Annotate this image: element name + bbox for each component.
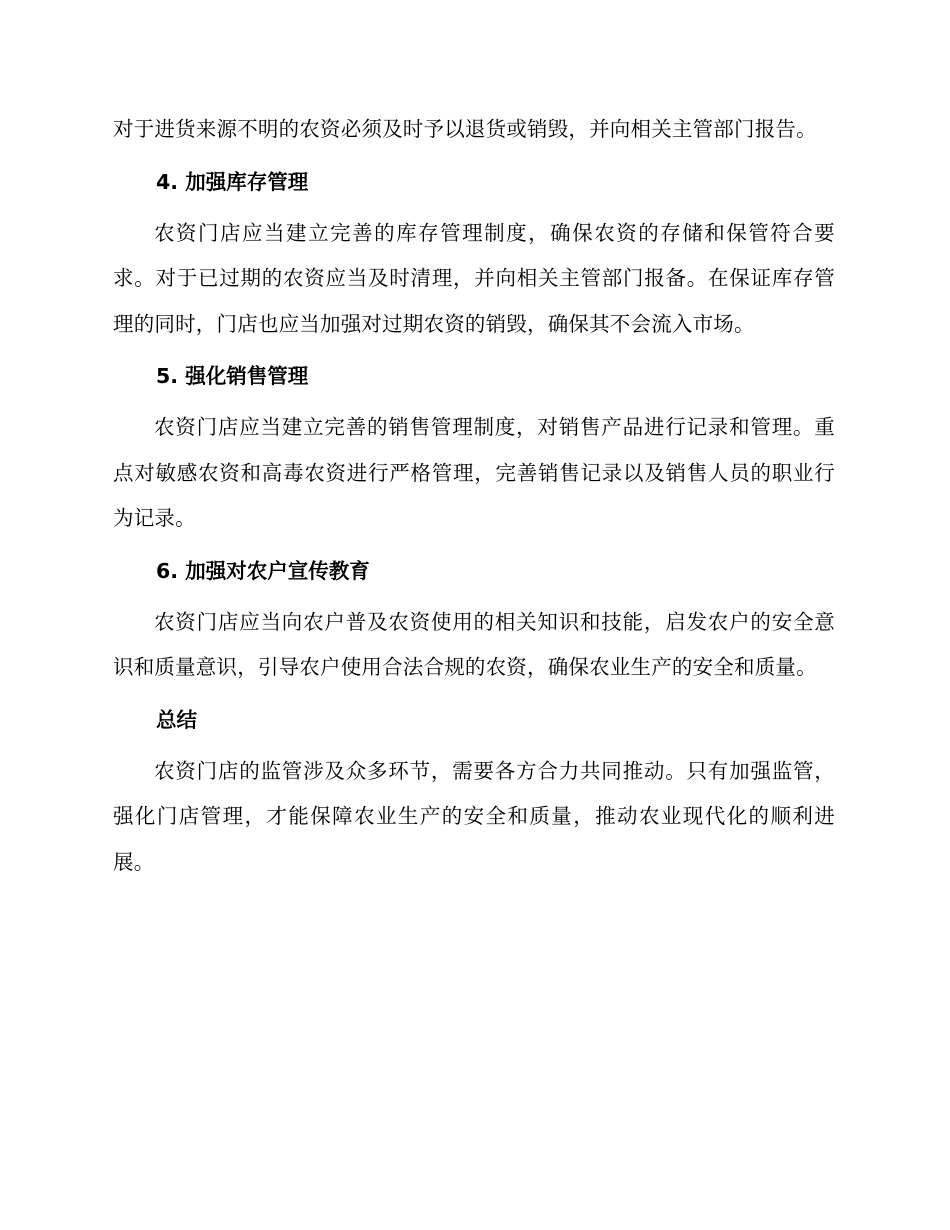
section-heading-education: 6. 加强对农户宣传教育 [156,558,370,583]
section-body-education: 农资门店应当向农户普及农资使用的相关知识和技能，启发农户的安全意识和质量意识，引导农户使用合法合规的农资，确保农业生产的安全和质量。 [113,609,835,679]
section-heading-inventory: 4. 加强库存管理 [156,169,309,194]
section-heading-sales: 5. 强化销售管理 [156,364,309,388]
section-body-inventory: 农资门店应当建立完善的库存管理制度，确保农资的存储和保管符合要求。对于已过期的农资应当及时清理，并向相关主管部门报备。在保证库存管理的同时，门店也应当加强对过期农资的销毁，确保其不会流入市场。 [113,220,835,336]
intro-paragraph: 对于进货来源不明的农资必须及时予以退货或销毁，并向相关主管部门报告。 [113,117,817,141]
document-body [113,107,835,885]
section-body-summary: 农资门店的监管涉及众多环节，需要各方合力共同推动。只有加强监管，强化门店管理，才能保障农业生产的安全和质量，推动农业现代化的顺利进展。 [113,758,835,874]
section-heading-summary: 总结 [156,707,197,732]
section-body-sales: 农资门店应当建立完善的销售管理制度，对销售产品进行记录和管理。重点对敏感农资和高毒农资进行严格管理，完善销售记录以及销售人员的职业行为记录。 [113,415,835,530]
